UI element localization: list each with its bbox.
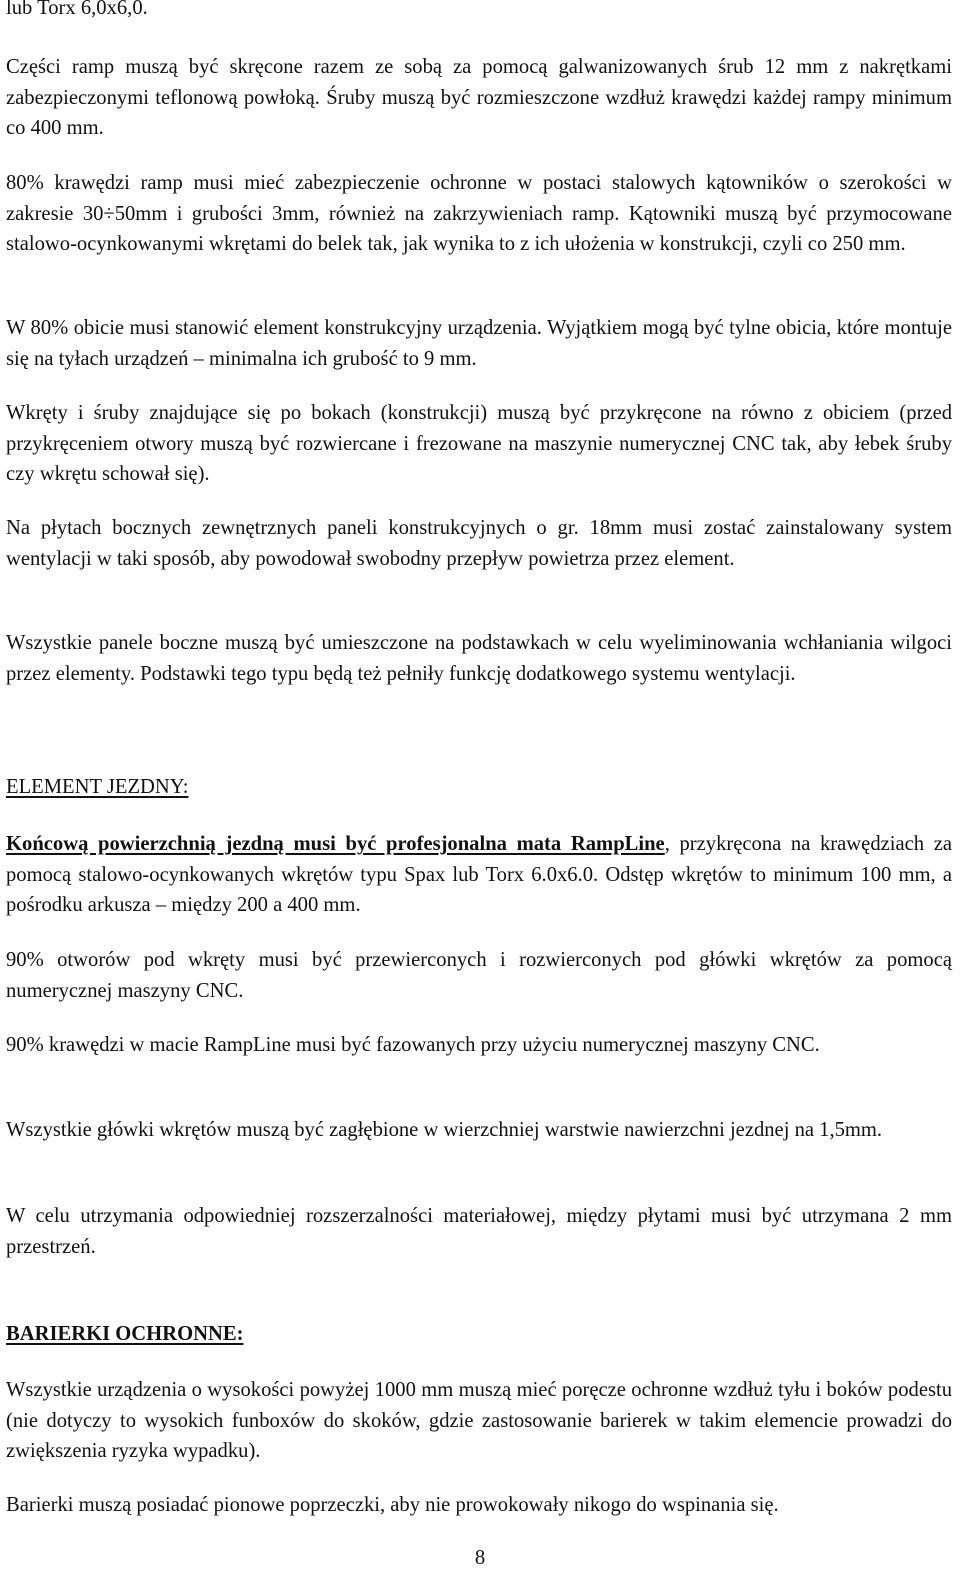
- paragraph-ramp-bolts: Części ramp muszą być skręcone razem ze sobą za pomocą galwanizowanych śrub 12 mm z nakrętkami zabezpieczonymi teflonową powłoką. Śruby muszą być rozmieszczone wzdłuż krawędzi każdej rampy minimum co 400 mm.: [6, 56, 952, 139]
- page-number: 8: [474, 1547, 486, 1569]
- paragraph-screw-heads: Wszystkie główki wkrętów muszą być zagłębione w wierzchniej warstwie nawierzchni jezdnej na 1,5mm.: [6, 1119, 883, 1141]
- paragraph-expansion-gap: W celu utrzymania odpowiedniej rozszerzalności materiałowej, między płytami musi być utrzymana 2 mm przestrzeń.: [6, 1205, 952, 1258]
- paragraph-cnc-holes: 90% otworów pod wkręty musi być przewierconych i rozwierconych pod główki wkrętów za pomocą numerycznej maszyny CNC.: [6, 949, 952, 1002]
- paragraph-chamfered-edges: 90% krawędzi w macie RampLine musi być fazowanych przy użyciu numerycznej maszyny CNC.: [6, 1034, 820, 1056]
- rampline-requirement-emphasis: Końcową powierzchnią jezdną musi być profesjonalna mata RampLine: [6, 833, 665, 855]
- paragraph-side-panels: Wszystkie panele boczne muszą być umieszczone na podstawkach w celu wyeliminowania wchłaniania wilgoci przez elementy. Podstawki tego typu będą też pełniły funkcję dodatkowego systemu wentylacji.: [6, 632, 952, 685]
- paragraph-cladding: W 80% obicie musi stanowić element konstrukcyjny urządzenia. Wyjątkiem mogą być tylne obicia, które montuje się na tyłach urządzeń – minimalna ich grubość to 9 mm.: [6, 317, 952, 370]
- paragraph-ventilation: Na płytach bocznych zewnętrznych paneli konstrukcyjnych o gr. 18mm musi zostać zainstalowany system wentylacji w taki sposób, aby powodował swobodny przepływ powietrza przez element.: [6, 517, 952, 570]
- paragraph-rampline-intro: [6, 829, 952, 921]
- paragraph-angle-guards: 80% krawędzi ramp musi mieć zabezpieczenie ochronne w postaci stalowych kątowników o szerokości w zakresie 30÷50mm i grubości 3mm, również na zakrzywieniach ramp. Kątowniki muszą być przymocowane stalowo-ocynkowanymi wkrętami do belek tak, jak wynika to z ich ułożenia w konstrukcji, czyli co 250 mm.: [6, 172, 952, 255]
- paragraph-railings: Wszystkie urządzenia o wysokości powyżej 1000 mm muszą mieć poręcze ochronne wzdłuż tyłu i boków podestu (nie dotyczy to wysokich funboxów do skoków, gdzie zastosowanie barierek w takim elemencie prowadzi do zwiększenia ryzyka wypadku).: [6, 1379, 952, 1462]
- rampline-requirement-rest: , przykręcona na krawędziach za pomocą stalowo-ocynkowanych wkrętów typu Spax lub Torx 6.0x6.0. Odstęp wkrętów to minimum 100 mm, a pośrodku arkusza – między 200 a 400 mm.: [6, 833, 952, 916]
- section-heading-barierki: BARIERKI OCHRONNE:: [6, 1323, 244, 1345]
- paragraph-vertical-bars: Barierki muszą posiadać pionowe poprzeczki, aby nie prowokowały nikogo do wspinania się.: [6, 1494, 779, 1516]
- section-heading-element-jezdny: ELEMENT JEZDNY:: [6, 776, 189, 798]
- paragraph-screws-flush: Wkręty i śruby znajdujące się po bokach (konstrukcji) muszą być przykręcone na równo z obiciem (przed przykręceniem otwory muszą być rozwiercane i frezowane na maszynie numerycznej CNC tak, aby łebek śruby czy wkrętu schował się).: [6, 402, 952, 485]
- continued-fragment: lub Torx 6,0x6,0.: [6, 0, 148, 19]
